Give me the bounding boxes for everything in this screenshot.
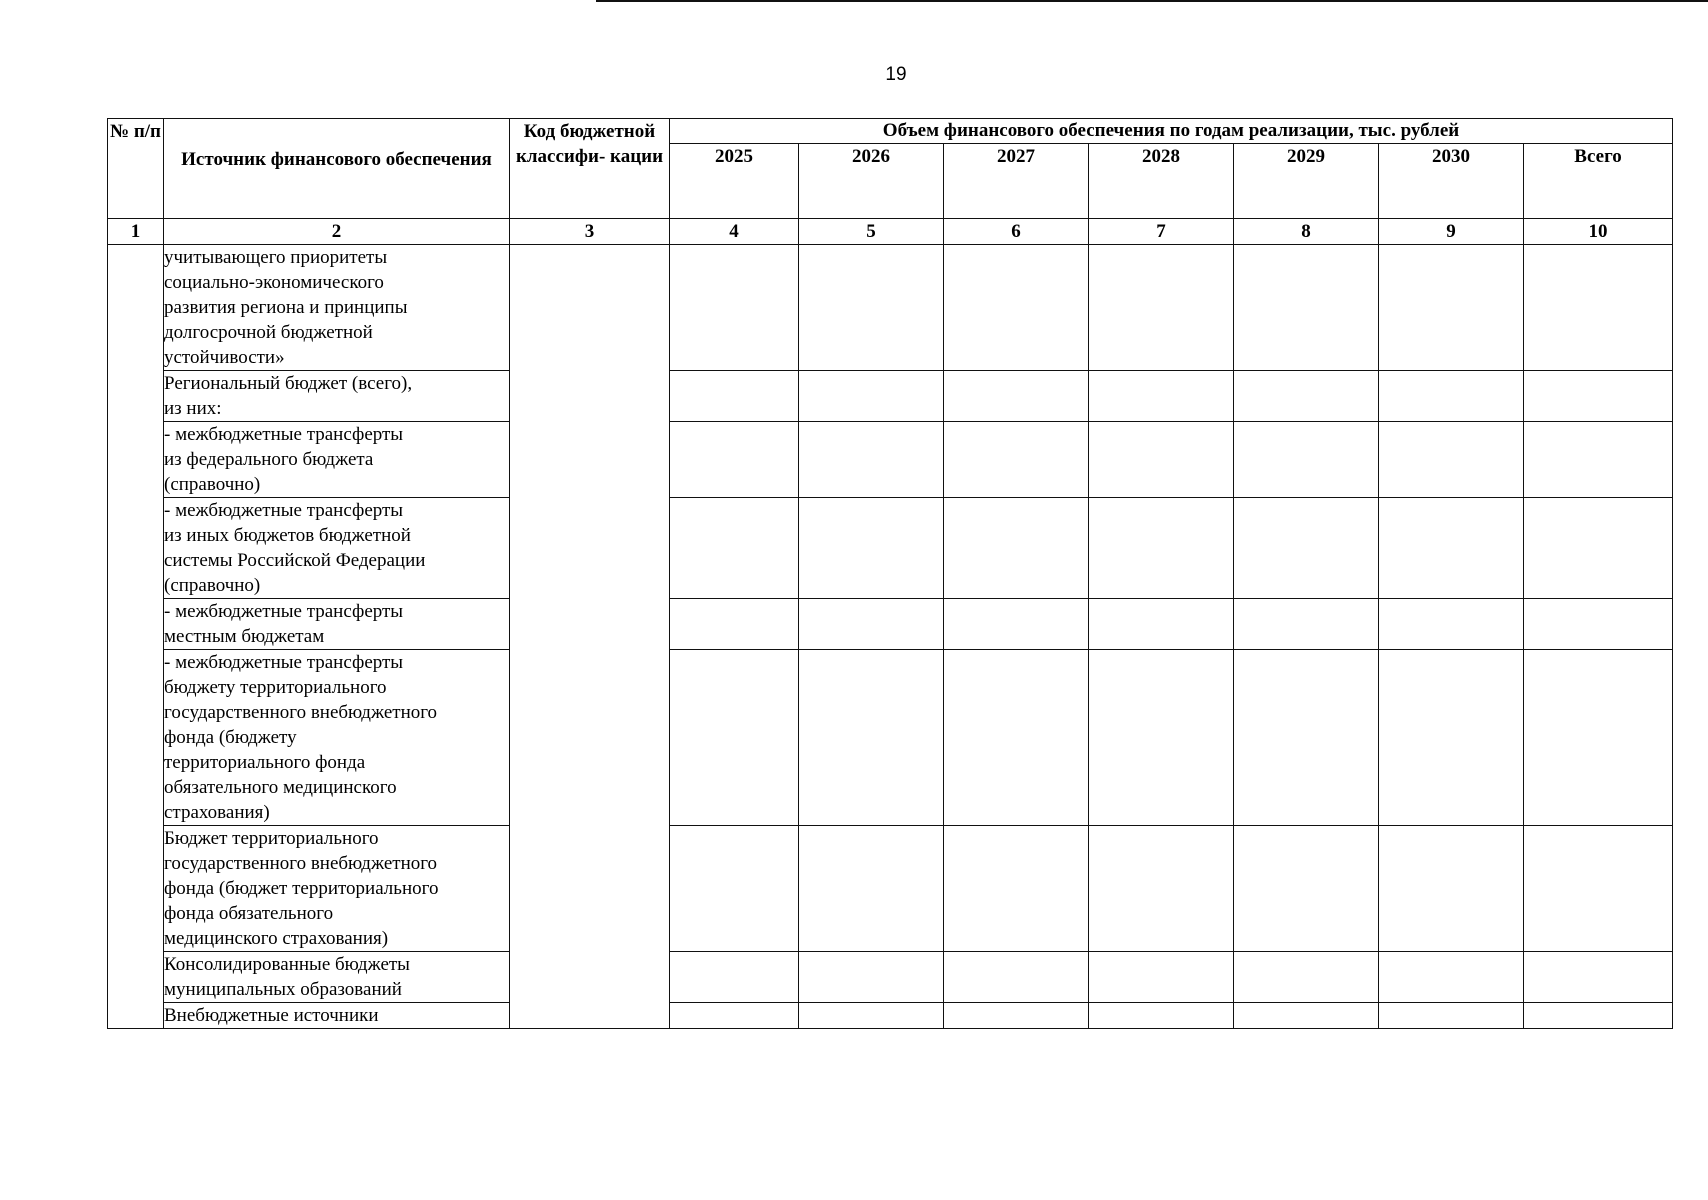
value-cell: [1379, 422, 1524, 498]
value-cell: [799, 826, 944, 952]
value-cell: [670, 498, 799, 599]
source-cell: Консолидированные бюджеты муниципальных образований: [164, 952, 510, 1003]
value-cell: [670, 826, 799, 952]
value-cell: [799, 422, 944, 498]
value-cell: [1089, 245, 1234, 371]
value-cell: [670, 371, 799, 422]
value-cell: [1234, 826, 1379, 952]
value-cell: [799, 498, 944, 599]
total-cell: [1524, 826, 1673, 952]
value-cell: [944, 1003, 1089, 1029]
table-row: [108, 498, 1673, 599]
total-cell: [1524, 650, 1673, 826]
column-number: 4: [670, 219, 799, 245]
header-year: 2028: [1089, 144, 1234, 219]
value-cell: [799, 952, 944, 1003]
source-cell: - межбюджетные трансферты из федерального бюджета (справочно): [164, 422, 510, 498]
top-rule: [596, 0, 1708, 2]
total-cell: [1524, 422, 1673, 498]
row-number-cell: [108, 245, 164, 1029]
total-cell: [1524, 498, 1673, 599]
table-row: [108, 826, 1673, 952]
budget-code-cell: [510, 245, 670, 1029]
value-cell: [1089, 650, 1234, 826]
value-cell: [1379, 498, 1524, 599]
value-cell: [1089, 422, 1234, 498]
value-cell: [1089, 371, 1234, 422]
value-cell: [799, 650, 944, 826]
value-cell: [1089, 599, 1234, 650]
table-row: [108, 952, 1673, 1003]
table-row: [108, 371, 1673, 422]
header-year: 2030: [1379, 144, 1524, 219]
value-cell: [1089, 1003, 1234, 1029]
column-number: 8: [1234, 219, 1379, 245]
column-number: 10: [1524, 219, 1673, 245]
column-number: 3: [510, 219, 670, 245]
page-number: 19: [885, 64, 907, 85]
header-year: 2027: [944, 144, 1089, 219]
value-cell: [799, 371, 944, 422]
value-cell: [1234, 1003, 1379, 1029]
source-cell: - межбюджетные трансферты из иных бюджетов бюджетной системы Российской Федерации (справочно): [164, 498, 510, 599]
value-cell: [1379, 650, 1524, 826]
column-number: 1: [108, 219, 164, 245]
table-row: [108, 599, 1673, 650]
value-cell: [1089, 952, 1234, 1003]
source-cell: - межбюджетные трансферты местным бюджетам: [164, 599, 510, 650]
table-row: [108, 245, 1673, 371]
header-code: Код бюджетной классифи- кации: [510, 119, 670, 219]
value-cell: [799, 245, 944, 371]
value-cell: [670, 422, 799, 498]
total-cell: [1524, 952, 1673, 1003]
value-cell: [1234, 599, 1379, 650]
header-year: 2025: [670, 144, 799, 219]
value-cell: [1234, 952, 1379, 1003]
source-cell: Внебюджетные источники: [164, 1003, 510, 1029]
value-cell: [1234, 498, 1379, 599]
column-number: 9: [1379, 219, 1524, 245]
value-cell: [670, 650, 799, 826]
total-cell: [1524, 599, 1673, 650]
value-cell: [1379, 371, 1524, 422]
column-number: 7: [1089, 219, 1234, 245]
value-cell: [799, 599, 944, 650]
financing-table: [107, 118, 1673, 1029]
value-cell: [1089, 826, 1234, 952]
value-cell: [944, 952, 1089, 1003]
value-cell: [944, 245, 1089, 371]
header-total: Всего: [1524, 144, 1673, 219]
table-row: [108, 650, 1673, 826]
value-cell: [944, 498, 1089, 599]
header-source: Источник финансового обеспечения: [164, 119, 510, 219]
value-cell: [944, 826, 1089, 952]
value-cell: [1379, 826, 1524, 952]
value-cell: [670, 952, 799, 1003]
value-cell: [944, 599, 1089, 650]
value-cell: [670, 1003, 799, 1029]
value-cell: [1379, 952, 1524, 1003]
value-cell: [670, 245, 799, 371]
table-row: [108, 1003, 1673, 1029]
value-cell: [670, 599, 799, 650]
header-year: 2026: [799, 144, 944, 219]
value-cell: [1234, 422, 1379, 498]
value-cell: [944, 371, 1089, 422]
column-number: 2: [164, 219, 510, 245]
header-year: 2029: [1234, 144, 1379, 219]
value-cell: [1234, 245, 1379, 371]
value-cell: [1379, 245, 1524, 371]
total-cell: [1524, 1003, 1673, 1029]
column-number: 5: [799, 219, 944, 245]
source-cell: - межбюджетные трансферты бюджету территориального государственного внебюджетного фонда (бюджету территориального фонда обязательного медицинского страхования): [164, 650, 510, 826]
total-cell: [1524, 245, 1673, 371]
value-cell: [1379, 599, 1524, 650]
value-cell: [799, 1003, 944, 1029]
source-cell: Бюджет территориального государственного внебюджетного фонда (бюджет территориального фонда обязательного медицинского страхования): [164, 826, 510, 952]
header-num: № п/п: [108, 119, 164, 219]
header-volume-group: Объем финансового обеспечения по годам реализации, тыс. рублей: [670, 119, 1673, 144]
source-cell: учитывающего приоритеты социально-экономического развития региона и принципы долгосрочной бюджетной устойчивости»: [164, 245, 510, 371]
value-cell: [1089, 498, 1234, 599]
table-row: [108, 422, 1673, 498]
value-cell: [944, 422, 1089, 498]
total-cell: [1524, 371, 1673, 422]
value-cell: [944, 650, 1089, 826]
value-cell: [1234, 371, 1379, 422]
column-number: 6: [944, 219, 1089, 245]
value-cell: [1379, 1003, 1524, 1029]
value-cell: [1234, 650, 1379, 826]
source-cell: Региональный бюджет (всего), из них:: [164, 371, 510, 422]
